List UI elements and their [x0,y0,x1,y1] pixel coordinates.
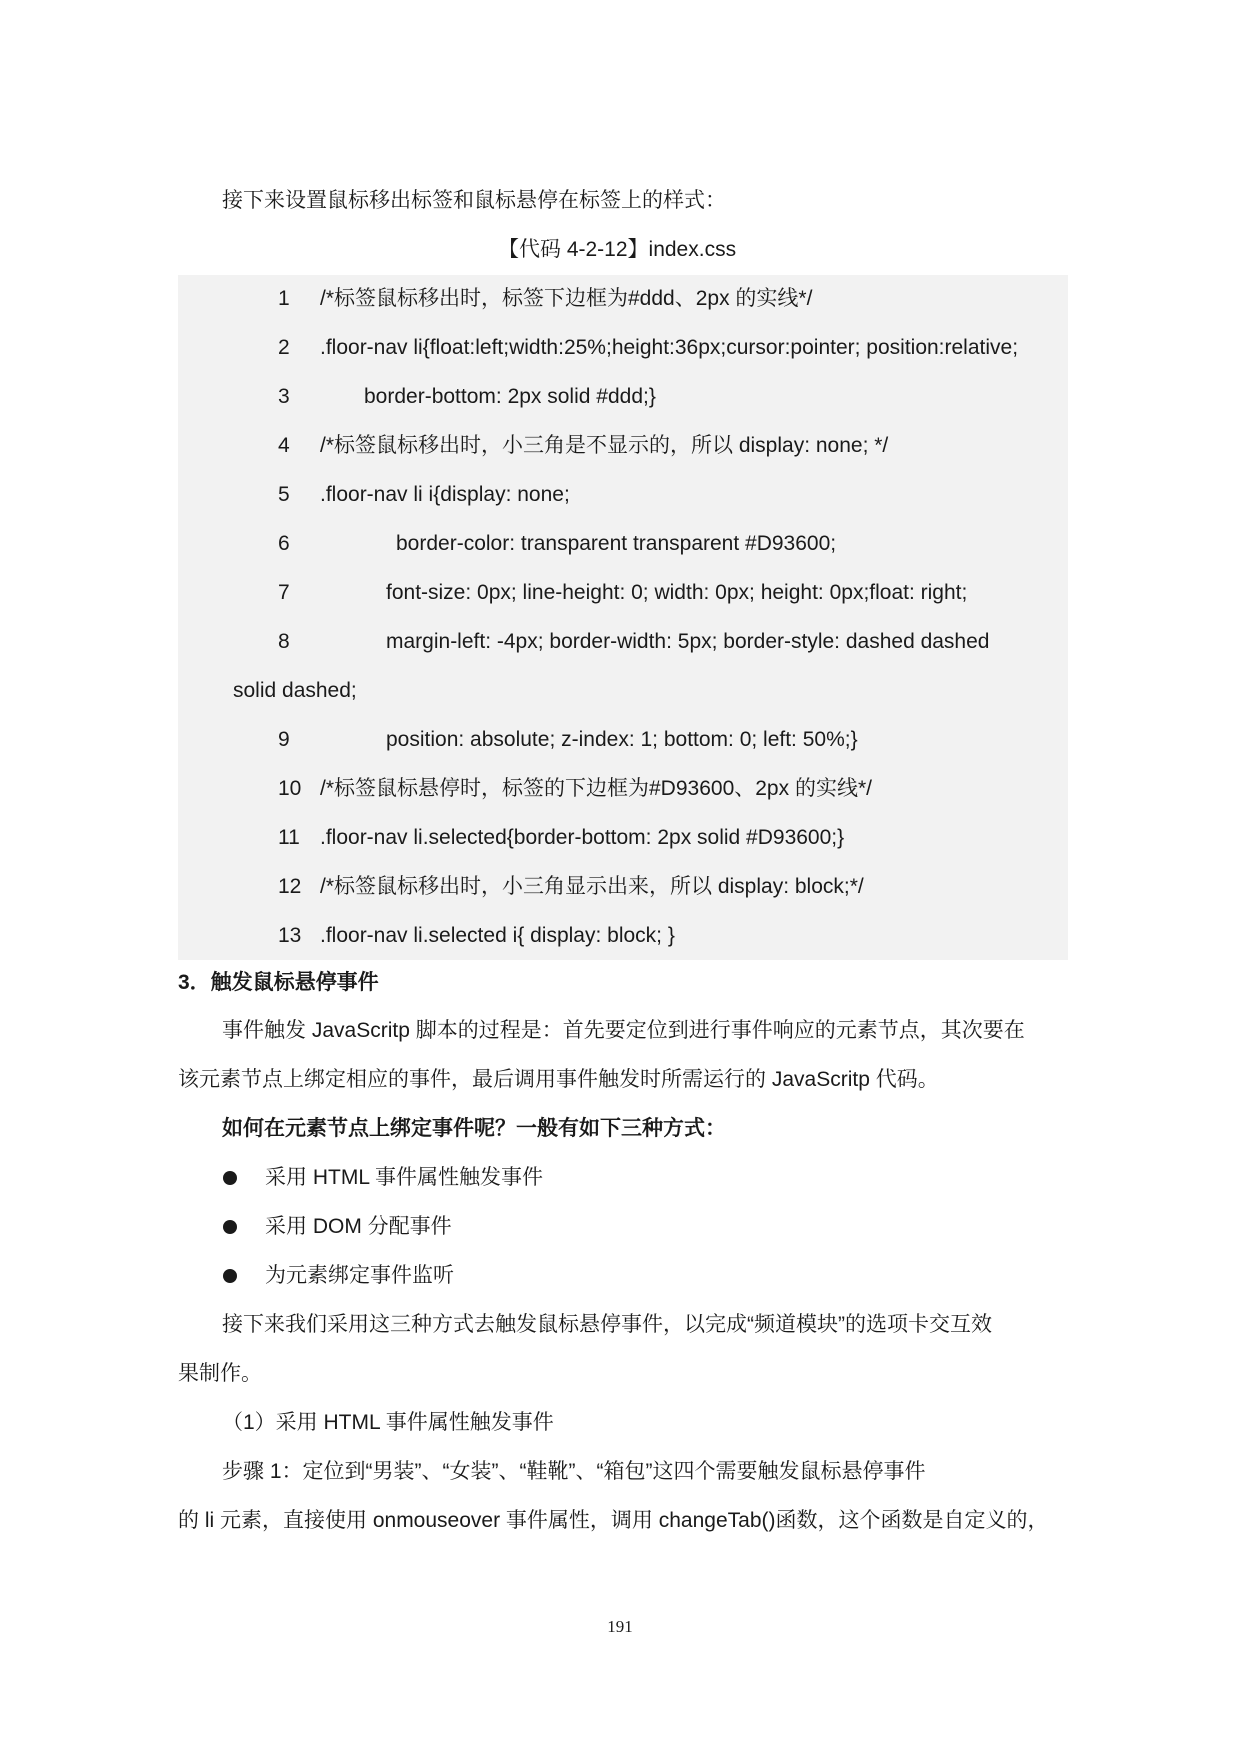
code-line-number: 10 [278,777,302,800]
code-line-text: border-bottom: 2px solid #ddd;} [364,385,656,408]
code-line-number: 3 [278,385,290,408]
code-line-number: 13 [278,924,302,947]
paragraph-line: 果制作。 [178,1362,262,1385]
code-line-number: 9 [278,728,290,751]
section-heading: 3．触发鼠标悬停事件 [178,971,379,994]
code-line-text: border-color: transparent transparent #D93600; [396,532,837,555]
code-line-text: margin-left: -4px; border-width: 5px; border-style: dashed dashed [386,630,990,653]
code-line-text: /*标签鼠标移出时，标签下边框为#ddd、2px 的实线*/ [320,287,813,310]
bullet-dot [223,1269,237,1283]
code-line-number: 5 [278,483,290,506]
code-line-text: font-size: 0px; line-height: 0; width: 0px; height: 0px;float: right; [386,581,968,604]
bullet-dot [223,1171,237,1185]
code-line-number: 11 [278,826,300,849]
code-line-text: .floor-nav li{float:left;width:25%;height:36px;cursor:pointer; position:relative; [320,336,1019,359]
paragraph-line: 事件触发 JavaScritp 脚本的过程是：首先要定位到进行事件响应的元素节点，其次要在 [222,1019,1025,1042]
code-line-number: 12 [278,875,302,898]
code-line-text: solid dashed; [233,679,357,702]
code-line-text: /*标签鼠标移出时，小三角是不显示的，所以 display: none; */ [320,434,889,457]
code-line-text: position: absolute; z-index: 1; bottom: 0; left: 50%;} [386,728,858,751]
code-line-text: /*标签鼠标移出时，小三角显示出来，所以 display: block;*/ [320,875,864,898]
code-line-number: 2 [278,336,290,359]
code-line-number: 8 [278,630,290,653]
intro-text: 接下来设置鼠标移出标签和鼠标悬停在标签上的样式： [222,189,726,212]
code-caption: 【代码 4-2-12】index.css [498,238,737,261]
code-line-number: 6 [278,532,290,555]
page-number: 191 [607,1617,633,1636]
paragraph-line: 接下来我们采用这三种方式去触发鼠标悬停事件，以完成“频道模块”的选项卡交互效 [222,1313,992,1336]
code-line-number: 4 [278,434,290,457]
sub-heading: （1）采用 HTML 事件属性触发事件 [222,1411,554,1434]
code-line-number: 7 [278,581,290,604]
bullet-item: 采用 HTML 事件属性触发事件 [265,1166,544,1189]
bullet-item: 为元素绑定事件监听 [265,1264,454,1287]
bullet-item: 采用 DOM 分配事件 [265,1215,452,1238]
code-line-text: /*标签鼠标悬停时，标签的下边框为#D93600、2px 的实线*/ [320,777,872,800]
paragraph-line: 的 li 元素，直接使用 onmouseover 事件属性，调用 changeTab()函数，这个函数是自定义的， [178,1509,1049,1532]
code-block [178,275,1068,960]
paragraph-line: 该元素节点上绑定相应的事件，最后调用事件触发时所需运行的 JavaScritp 代码。 [178,1068,939,1091]
paragraph-line: 步骤 1：定位到“男装”、“女装”、“鞋靴”、“箱包”这四个需要触发鼠标悬停事件 [222,1460,926,1483]
bullet-dot [223,1220,237,1234]
bold-question: 如何在元素节点上绑定事件呢？一般有如下三种方式： [222,1117,726,1140]
code-line-text: .floor-nav li.selected{border-bottom: 2px solid #D93600;} [320,826,845,849]
code-line-text: .floor-nav li i{display: none; [320,483,570,506]
code-line-number: 1 [278,287,290,310]
code-line-text: .floor-nav li.selected i{ display: block; } [320,924,675,947]
